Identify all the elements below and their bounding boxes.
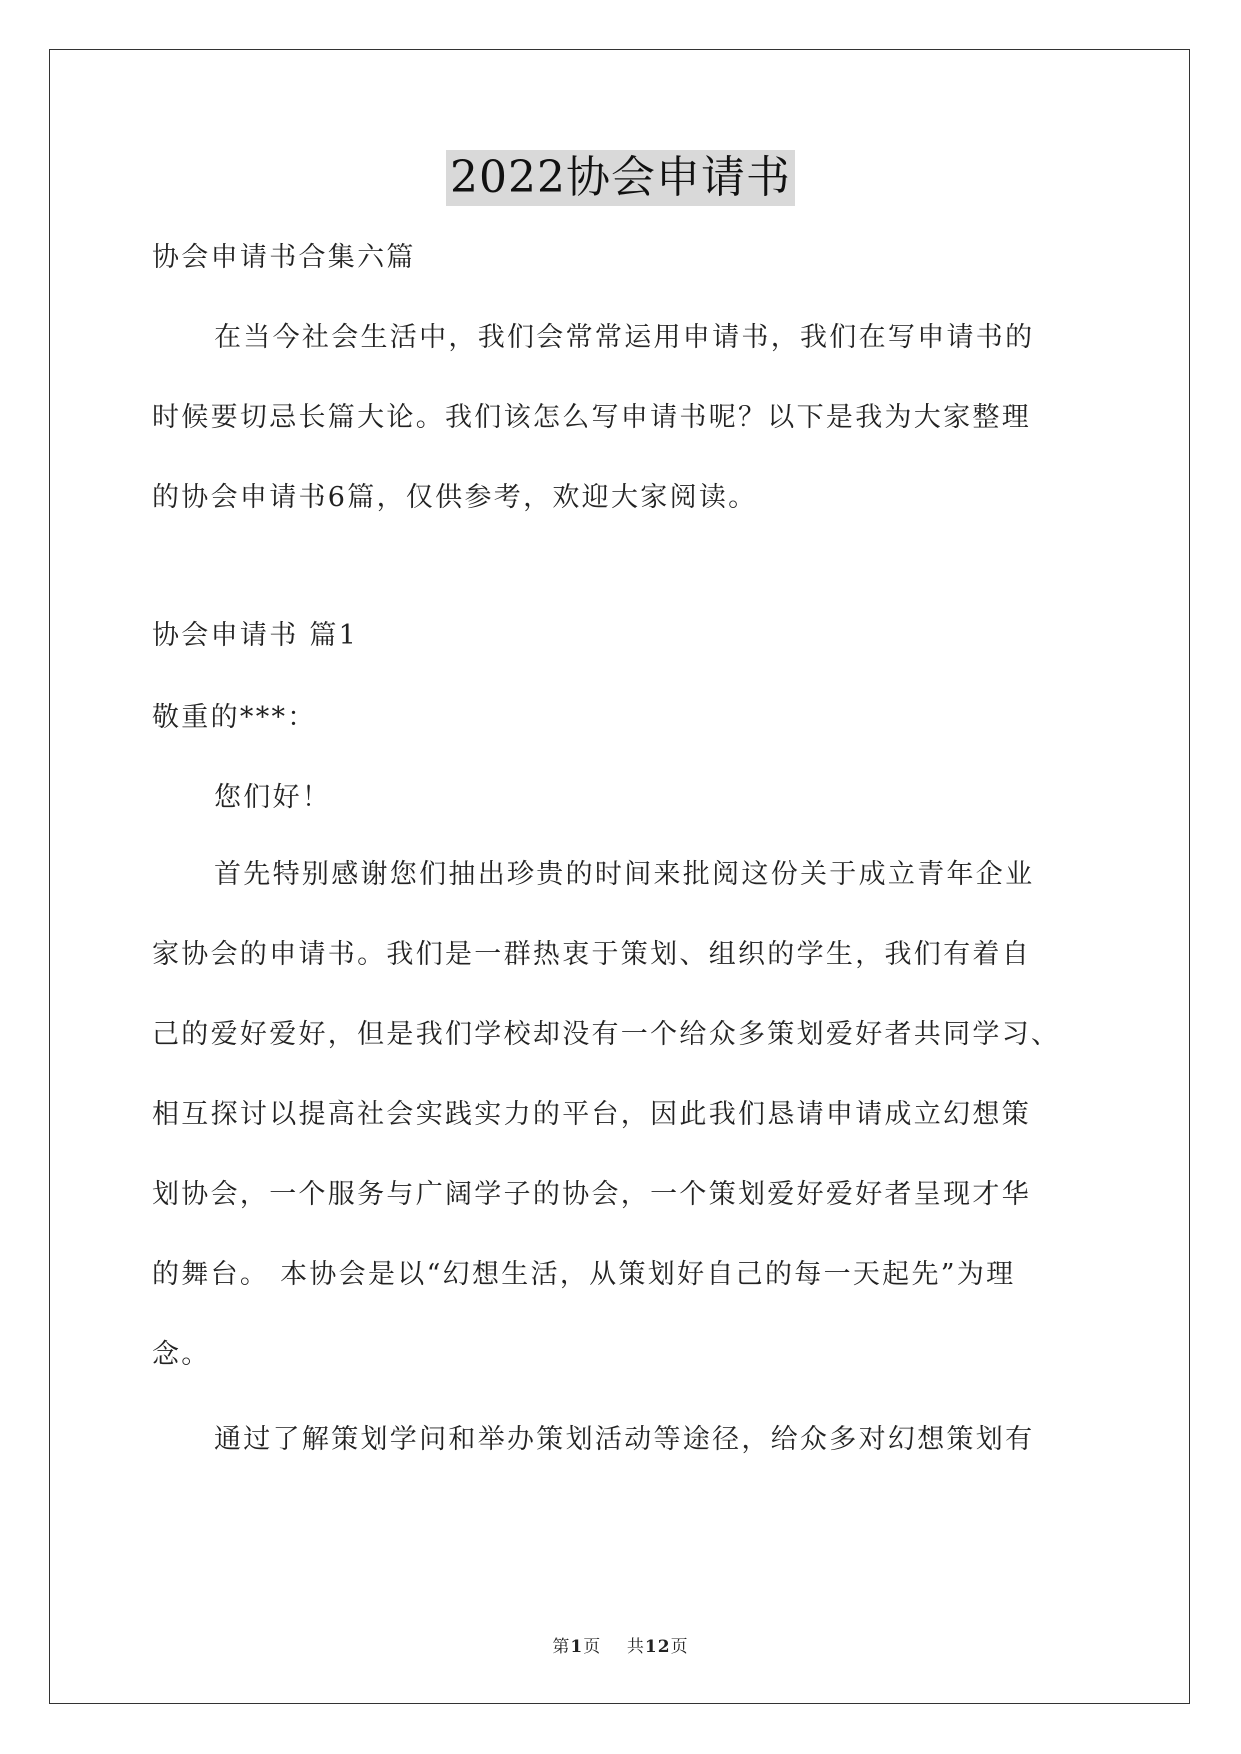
body-line: 时候要切忌长篇大论。我们该怎么写申请书呢？以下是我为大家整理: [152, 402, 1031, 433]
footer-prefix: 第: [552, 1637, 571, 1657]
salutation: 敬重的***：: [152, 702, 317, 733]
body-line: 的协会申请书6篇，仅供参考，欢迎大家阅读。: [152, 482, 758, 513]
footer-total-unit: 页: [670, 1637, 689, 1657]
body-line: 相互探讨以提高社会实践实力的平台，因此我们恳请申请成立幻想策: [152, 1099, 1031, 1130]
body-line: 己的爱好爱好，但是我们学校却没有一个给众多策划爱好者共同学习、: [152, 1019, 1061, 1050]
footer-page-unit: 页: [583, 1637, 602, 1657]
body-line: 的舞台。 本协会是以“幻想生活，从策划好自己的每一天起先”为理: [152, 1259, 1016, 1290]
body-line: 协会申请书合集六篇: [152, 242, 416, 273]
body-line: 家协会的申请书。我们是一群热衷于策划、组织的学生，我们有着自: [152, 939, 1031, 970]
body-line: 首先特别感谢您们抽出珍贵的时间来批阅这份关于成立青年企业: [214, 859, 1035, 890]
body-line: 通过了解策划学问和举办策划活动等途径，给众多对幻想策划有: [214, 1424, 1035, 1455]
greeting: 您们好！: [214, 782, 332, 813]
body-line: 在当今社会生活中，我们会常常运用申请书，我们在写申请书的: [214, 322, 1035, 353]
document-body: [152, 238, 1092, 1478]
page-footer: [0, 1632, 1241, 1657]
title-container: [0, 150, 1241, 206]
section-heading: 协会申请书 篇1: [152, 620, 359, 651]
document-title: 2022协会申请书: [446, 150, 795, 206]
body-line: 念。: [152, 1339, 211, 1370]
footer-page-number: 1: [570, 1637, 584, 1657]
footer-total-pages: 12: [644, 1637, 671, 1657]
footer-total-prefix: 共: [626, 1637, 645, 1657]
body-line: 划协会，一个服务与广阔学子的协会，一个策划爱好爱好者呈现才华: [152, 1179, 1031, 1210]
